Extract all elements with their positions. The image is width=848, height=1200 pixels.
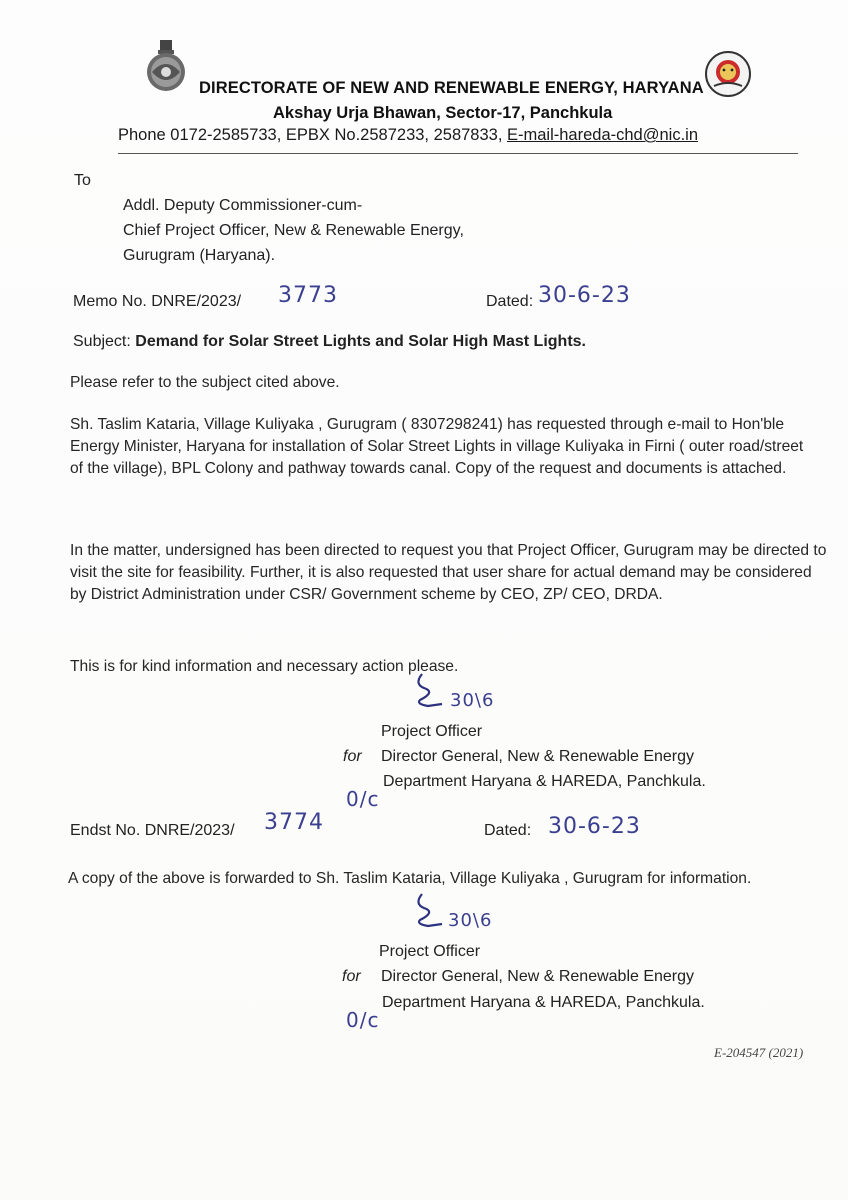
signature-1-initials: 30\6 (450, 690, 495, 711)
hareda-logo (704, 50, 752, 98)
signature-1-for: for (343, 748, 362, 765)
recipient-line-1: Addl. Deputy Commissioner-cum- (123, 197, 363, 214)
signature-2-for: for (342, 968, 361, 985)
body-paragraph-4: This is for kind information and necessary action please. (70, 658, 459, 675)
organization-address: Akshay Urja Bhawan, Sector-17, Panchkula (273, 104, 613, 122)
footer-code: E-204547 (2021) (714, 1045, 804, 1060)
endst-date-handwritten: 30-6-23 (548, 814, 641, 839)
memo-dated-label: Dated: (486, 293, 534, 310)
body-paragraph-1: Please refer to the subject cited above. (70, 374, 340, 391)
organization-name: DIRECTORATE OF NEW AND RENEWABLE ENERGY, HARYANA (199, 79, 704, 97)
endst-number-handwritten: 3774 (264, 810, 324, 835)
memo-number-handwritten: 3773 (278, 283, 338, 308)
signature-2-oc: 0/c (346, 1008, 380, 1032)
endst-number-label: Endst No. DNRE/2023/ (70, 822, 235, 839)
subject-text: Demand for Solar Street Lights and Solar High Mast Lights. (135, 333, 586, 350)
contact-email: E-mail-hareda-chd@nic.in (507, 126, 698, 144)
subject-line (73, 331, 586, 353)
signature-1-oc: 0/c (346, 787, 380, 811)
signature-1-line-2: Department Haryana & HAREDA, Panchkula. (383, 773, 706, 790)
to-label: To (74, 172, 91, 189)
signature-2-line-1: Director General, New & Renewable Energy (381, 968, 695, 985)
letterhead-divider (118, 153, 798, 154)
body-paragraph-2: Sh. Taslim Kataria, Village Kuliyaka , Gurugram ( 8307298241) has requested through e-mail to Hon'ble Energy Minister, Haryana for installation of Solar Street Lights in village Kuliyaka in Firni ( outer road/street of the village), BPL Colony and pathway towards canal. Copy of the request and documents is attached. (70, 416, 804, 477)
signature-2-title: Project Officer (379, 943, 481, 960)
signature-2-line-2: Department Haryana & HAREDA, Panchkula. (382, 994, 705, 1011)
recipient-line-3: Gurugram (Haryana). (123, 247, 276, 264)
signature-scribble-1 (412, 670, 452, 716)
body-paragraph-3: In the matter, undersigned has been directed to request you that Project Officer, Gurugram may be directed to visit the site for feasibility. Further, it is also requested that user share for actual demand may be considered by District Administration under CSR/ Government scheme by CEO, ZP/ CEO, DRDA. (70, 542, 827, 603)
subject-label: Subject: (73, 333, 136, 350)
signature-scribble-2 (412, 890, 452, 936)
haryana-emblem-logo (138, 38, 194, 96)
signature-2-initials: 30\6 (448, 910, 493, 931)
endst-text: A copy of the above is forwarded to Sh. Taslim Kataria, Village Kuliyaka , Gurugram for information. (68, 870, 752, 887)
memo-number-label: Memo No. DNRE/2023/ (73, 293, 242, 310)
signature-1-title: Project Officer (381, 723, 483, 740)
organization-contact (118, 126, 698, 145)
signature-1-line-1: Director General, New & Renewable Energy (381, 748, 695, 765)
contact-phones: Phone 0172-2585733, EPBX No.2587233, 2587833, (118, 126, 507, 144)
memo-date-handwritten: 30-6-23 (538, 283, 631, 308)
endst-dated-label: Dated: (484, 822, 532, 839)
recipient-line-2: Chief Project Officer, New & Renewable Energy, (123, 222, 464, 239)
